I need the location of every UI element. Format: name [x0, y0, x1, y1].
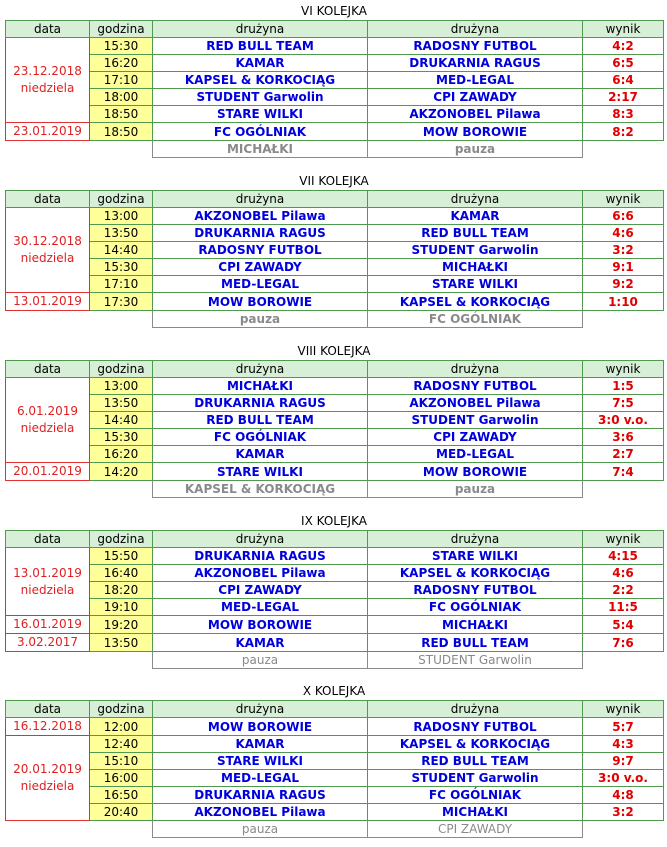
match-row	[6, 599, 664, 616]
match-row	[6, 106, 664, 123]
match-result: 4:8	[583, 787, 664, 804]
match-row	[6, 429, 664, 446]
match-date-cell	[6, 463, 90, 481]
match-result: 2:2	[583, 582, 664, 599]
match-result: 1:10	[583, 293, 664, 311]
home-team: FC OGÓLNIAK	[153, 429, 368, 446]
match-row	[6, 634, 664, 652]
match-date-cell	[6, 293, 90, 311]
match-row	[6, 446, 664, 463]
match-time: 12:00	[90, 718, 153, 736]
header-team-away: drużyna	[368, 191, 583, 208]
header-result: wynik	[583, 701, 664, 718]
match-result: 8:3	[583, 106, 664, 123]
match-date-cell	[6, 736, 90, 821]
round-title: IX KOLEJKA	[301, 514, 367, 528]
match-time: 16:20	[90, 446, 153, 463]
round-title: VI KOLEJKA	[301, 4, 367, 18]
match-time: 20:40	[90, 804, 153, 821]
match-date: 16.12.2018	[13, 719, 82, 733]
match-result: 4:3	[583, 736, 664, 753]
match-date: 13.01.2019	[13, 565, 82, 580]
home-team: STARE WILKI	[153, 753, 368, 770]
header-date: data	[6, 531, 90, 548]
match-result: 7:4	[583, 463, 664, 481]
match-row	[6, 89, 664, 106]
away-team: MICHAŁKI	[368, 259, 583, 276]
bye-row	[6, 141, 664, 158]
match-row	[6, 72, 664, 89]
match-date-cell	[6, 208, 90, 293]
away-team: RADOSNY FUTBOL	[368, 378, 583, 395]
bye-left: KAPSEL & KORKOCIĄG	[153, 481, 368, 498]
match-result: 4:2	[583, 38, 664, 55]
match-result: 1:5	[583, 378, 664, 395]
match-time: 13:00	[90, 208, 153, 225]
away-team: STARE WILKI	[368, 276, 583, 293]
header-row	[6, 361, 664, 378]
match-row	[6, 123, 664, 141]
away-team: AKZONOBEL Pilawa	[368, 106, 583, 123]
match-result: 7:5	[583, 395, 664, 412]
header-team-away: drużyna	[368, 21, 583, 38]
match-time: 13:50	[90, 225, 153, 242]
away-team: KAPSEL & KORKOCIĄG	[368, 736, 583, 753]
match-time: 19:10	[90, 599, 153, 616]
home-team: DRUKARNIA RAGUS	[153, 395, 368, 412]
bye-right: FC OGÓLNIAK	[368, 311, 583, 328]
home-team: KAMAR	[153, 55, 368, 72]
header-time: godzina	[90, 191, 153, 208]
match-date-cell	[6, 548, 90, 616]
match-result: 2:17	[583, 89, 664, 106]
match-time: 15:30	[90, 38, 153, 55]
match-row	[6, 293, 664, 311]
match-row	[6, 804, 664, 821]
match-row	[6, 225, 664, 242]
away-team: RADOSNY FUTBOL	[368, 582, 583, 599]
round-section	[5, 344, 663, 502]
away-team: STUDENT Garwolin	[368, 770, 583, 787]
match-result: 8:2	[583, 123, 664, 141]
match-row	[6, 787, 664, 804]
bye-row	[6, 481, 664, 498]
match-time: 18:20	[90, 582, 153, 599]
home-team: MED-LEGAL	[153, 276, 368, 293]
home-team: STARE WILKI	[153, 106, 368, 123]
home-team: AKZONOBEL Pilawa	[153, 565, 368, 582]
match-day: niedziela	[20, 251, 75, 265]
header-team-away: drużyna	[368, 701, 583, 718]
away-team: KAMAR	[368, 208, 583, 225]
home-team: RED BULL TEAM	[153, 412, 368, 429]
match-row	[6, 395, 664, 412]
home-team: AKZONOBEL Pilawa	[153, 208, 368, 225]
match-time: 14:40	[90, 242, 153, 259]
match-result: 2:7	[583, 446, 664, 463]
away-team: MOW BOROWIE	[368, 463, 583, 481]
match-row	[6, 242, 664, 259]
home-team: KAPSEL & KORKOCIĄG	[153, 72, 368, 89]
match-date: 3.02.2017	[16, 635, 79, 649]
match-time: 18:50	[90, 106, 153, 123]
home-team: AKZONOBEL Pilawa	[153, 804, 368, 821]
match-date: 23.12.2018	[13, 64, 82, 78]
match-result: 9:1	[583, 259, 664, 276]
match-result: 3:2	[583, 242, 664, 259]
match-row	[6, 753, 664, 770]
away-team: STUDENT Garwolin	[368, 242, 583, 259]
match-date-cell	[6, 38, 90, 123]
match-result: 4:6	[583, 565, 664, 582]
bye-left: MICHAŁKI	[153, 141, 368, 158]
header-time: godzina	[90, 21, 153, 38]
match-result: 3:0 v.o.	[583, 770, 664, 787]
match-time: 14:40	[90, 412, 153, 429]
header-time: godzina	[90, 361, 153, 378]
home-team: CPI ZAWADY	[153, 582, 368, 599]
match-date-cell	[6, 718, 90, 736]
away-team: RED BULL TEAM	[368, 634, 583, 652]
schedule-table	[5, 530, 664, 669]
home-team: STARE WILKI	[153, 463, 368, 481]
schedule-table	[5, 190, 664, 328]
header-date: data	[6, 701, 90, 718]
match-row	[6, 463, 664, 481]
round-section	[5, 514, 663, 672]
header-team-away: drużyna	[368, 361, 583, 378]
header-row	[6, 701, 664, 718]
schedule-table	[5, 360, 664, 498]
home-team: MED-LEGAL	[153, 599, 368, 616]
header-team-home: drużyna	[153, 361, 368, 378]
round-section	[5, 4, 663, 162]
match-time: 16:00	[90, 770, 153, 787]
match-time: 15:50	[90, 548, 153, 565]
round-section	[5, 684, 663, 842]
match-time: 18:50	[90, 123, 153, 141]
home-team: KAMAR	[153, 446, 368, 463]
away-team: RED BULL TEAM	[368, 753, 583, 770]
match-time: 15:10	[90, 753, 153, 770]
away-team: RADOSNY FUTBOL	[368, 718, 583, 736]
match-time: 14:20	[90, 463, 153, 481]
home-team: DRUKARNIA RAGUS	[153, 225, 368, 242]
bye-row	[6, 652, 664, 669]
match-row	[6, 718, 664, 736]
away-team: RADOSNY FUTBOL	[368, 38, 583, 55]
match-time: 12:40	[90, 736, 153, 753]
away-team: MOW BOROWIE	[368, 123, 583, 141]
match-day: niedziela	[20, 582, 75, 597]
match-row	[6, 616, 664, 634]
header-team-home: drużyna	[153, 21, 368, 38]
match-time: 16:20	[90, 55, 153, 72]
bye-right: CPI ZAWADY	[368, 821, 583, 838]
match-row	[6, 208, 664, 225]
match-row	[6, 548, 664, 565]
away-team: MED-LEGAL	[368, 446, 583, 463]
header-row	[6, 531, 664, 548]
header-result: wynik	[583, 531, 664, 548]
round-title: VIII KOLEJKA	[297, 344, 371, 358]
header-date: data	[6, 361, 90, 378]
header-team-away: drużyna	[368, 531, 583, 548]
away-team: KAPSEL & KORKOCIĄG	[368, 565, 583, 582]
away-team: FC OGÓLNIAK	[368, 599, 583, 616]
match-row	[6, 378, 664, 395]
bye-right: pauza	[368, 141, 583, 158]
home-team: KAMAR	[153, 634, 368, 652]
match-date-cell	[6, 123, 90, 141]
match-date: 20.01.2019	[13, 464, 82, 478]
bye-left: pauza	[153, 652, 368, 669]
header-date: data	[6, 21, 90, 38]
header-result: wynik	[583, 21, 664, 38]
match-time: 15:30	[90, 259, 153, 276]
header-team-home: drużyna	[153, 531, 368, 548]
header-time: godzina	[90, 531, 153, 548]
match-row	[6, 582, 664, 599]
match-row	[6, 736, 664, 753]
match-time: 17:10	[90, 72, 153, 89]
match-time: 13:50	[90, 634, 153, 652]
bye-right: STUDENT Garwolin	[368, 652, 583, 669]
round-section	[5, 174, 663, 332]
match-day: niedziela	[20, 421, 75, 435]
match-day: niedziela	[20, 81, 75, 95]
match-time: 15:30	[90, 429, 153, 446]
home-team: MOW BOROWIE	[153, 616, 368, 634]
match-row	[6, 55, 664, 72]
match-result: 4:15	[583, 548, 664, 565]
match-result: 5:7	[583, 718, 664, 736]
match-date-cell	[6, 634, 90, 652]
match-result: 7:6	[583, 634, 664, 652]
match-result: 4:6	[583, 225, 664, 242]
header-time: godzina	[90, 701, 153, 718]
round-title: VII KOLEJKA	[299, 174, 369, 188]
away-team: MED-LEGAL	[368, 72, 583, 89]
match-row	[6, 565, 664, 582]
away-team: MICHAŁKI	[368, 616, 583, 634]
header-result: wynik	[583, 191, 664, 208]
away-team: CPI ZAWADY	[368, 429, 583, 446]
match-time: 16:50	[90, 787, 153, 804]
match-result: 9:2	[583, 276, 664, 293]
match-result: 6:6	[583, 208, 664, 225]
match-result: 6:5	[583, 55, 664, 72]
round-title: X KOLEJKA	[302, 684, 366, 698]
home-team: DRUKARNIA RAGUS	[153, 787, 368, 804]
match-time: 17:10	[90, 276, 153, 293]
match-result: 3:0 v.o.	[583, 412, 664, 429]
away-team: STUDENT Garwolin	[368, 412, 583, 429]
away-team: STARE WILKI	[368, 548, 583, 565]
home-team: KAMAR	[153, 736, 368, 753]
match-time: 17:30	[90, 293, 153, 311]
match-result: 11:5	[583, 599, 664, 616]
away-team: CPI ZAWADY	[368, 89, 583, 106]
home-team: MOW BOROWIE	[153, 718, 368, 736]
header-team-home: drużyna	[153, 191, 368, 208]
match-date-cell	[6, 616, 90, 634]
match-row	[6, 259, 664, 276]
away-team: DRUKARNIA RAGUS	[368, 55, 583, 72]
match-result: 9:7	[583, 753, 664, 770]
match-time: 13:50	[90, 395, 153, 412]
match-date: 16.01.2019	[13, 617, 82, 631]
home-team: RADOSNY FUTBOL	[153, 242, 368, 259]
bye-row	[6, 311, 664, 328]
home-team: FC OGÓLNIAK	[153, 123, 368, 141]
match-time: 19:20	[90, 616, 153, 634]
match-time: 13:00	[90, 378, 153, 395]
match-result: 3:2	[583, 804, 664, 821]
schedule-table	[5, 700, 664, 838]
header-result: wynik	[583, 361, 664, 378]
away-team: AKZONOBEL Pilawa	[368, 395, 583, 412]
home-team: STUDENT Garwolin	[153, 89, 368, 106]
match-date: 30.12.2018	[13, 234, 82, 248]
home-team: DRUKARNIA RAGUS	[153, 548, 368, 565]
match-row	[6, 276, 664, 293]
match-result: 6:4	[583, 72, 664, 89]
home-team: RED BULL TEAM	[153, 38, 368, 55]
away-team: RED BULL TEAM	[368, 225, 583, 242]
match-date: 6.01.2019	[16, 404, 79, 418]
header-row	[6, 191, 664, 208]
match-row	[6, 38, 664, 55]
header-team-home: drużyna	[153, 701, 368, 718]
match-result: 3:6	[583, 429, 664, 446]
bye-right: pauza	[368, 481, 583, 498]
match-date-cell	[6, 378, 90, 463]
match-date: 23.01.2019	[13, 124, 82, 138]
home-team: MOW BOROWIE	[153, 293, 368, 311]
away-team: KAPSEL & KORKOCIĄG	[368, 293, 583, 311]
away-team: MICHAŁKI	[368, 804, 583, 821]
away-team: FC OGÓLNIAK	[368, 787, 583, 804]
schedule-table	[5, 20, 664, 158]
header-date: data	[6, 191, 90, 208]
match-time: 16:40	[90, 565, 153, 582]
header-row	[6, 21, 664, 38]
match-time: 18:00	[90, 89, 153, 106]
match-date: 20.01.2019	[13, 762, 82, 776]
match-row	[6, 770, 664, 787]
home-team: CPI ZAWADY	[153, 259, 368, 276]
home-team: MICHAŁKI	[153, 378, 368, 395]
bye-left: pauza	[153, 311, 368, 328]
bye-row	[6, 821, 664, 838]
match-row	[6, 412, 664, 429]
match-day: niedziela	[20, 779, 75, 793]
home-team: MED-LEGAL	[153, 770, 368, 787]
bye-left: pauza	[153, 821, 368, 838]
match-result: 5:4	[583, 616, 664, 634]
match-date: 13.01.2019	[13, 294, 82, 308]
